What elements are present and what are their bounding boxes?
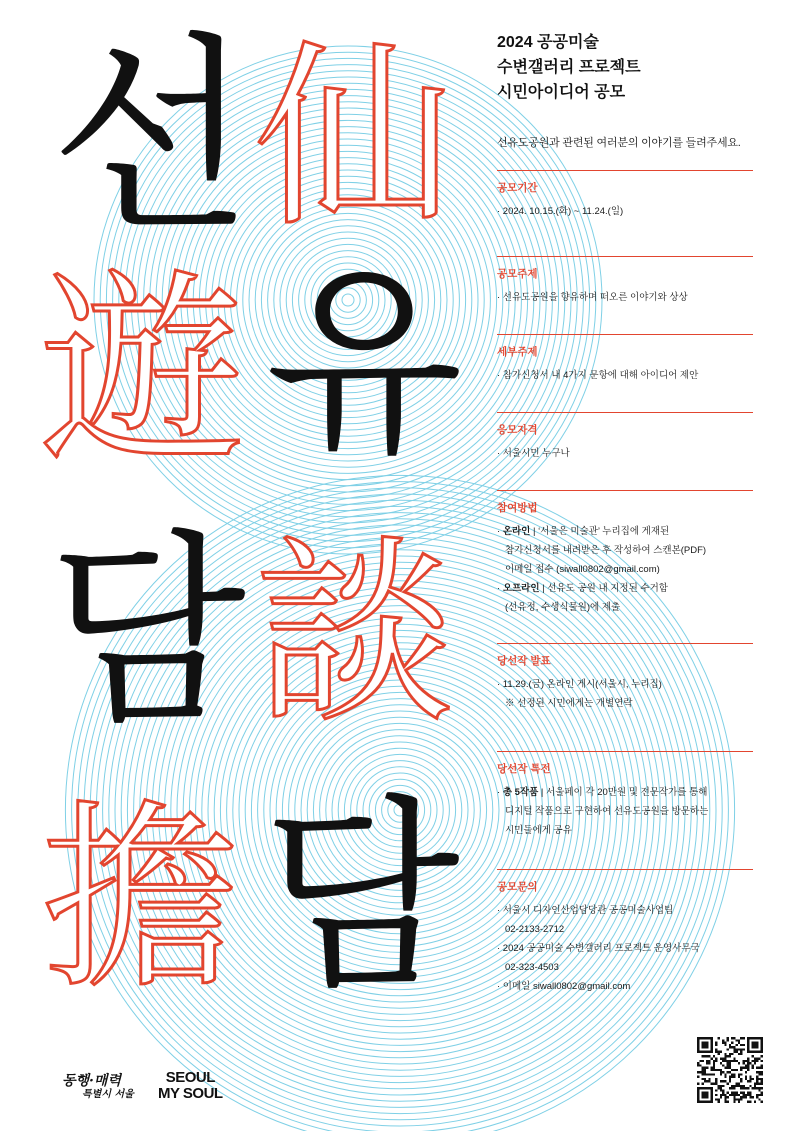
seoul-city-logo xyxy=(62,1074,134,1100)
section-line: · 11.29.(금) 온라인 게시(서울시, 누리집) xyxy=(497,679,662,690)
contact-phone-2: 02-323-4503 xyxy=(505,962,559,973)
section-method xyxy=(497,490,753,631)
section-heading: 세부주제 xyxy=(497,346,538,358)
offline-line-1: | 선유도 공원 내 지정된 수거함 xyxy=(542,583,668,594)
section-line: · 선유도공원을 향유하며 떠오른 이야기와 상상 xyxy=(497,292,688,303)
section-heading: 당선작 특전 xyxy=(497,763,551,775)
qr-finder xyxy=(752,1042,759,1049)
contact-line-1: · 서울시 디자인산업담당관 공공미술사업팀 xyxy=(497,905,674,916)
title-line-2: 수변갤러리 프로젝트 xyxy=(497,59,641,76)
hanja-seon: 仙 xyxy=(255,23,453,254)
big-char-dam2: 담 xyxy=(262,778,461,1016)
section-heading: 당선작 발표 xyxy=(497,655,551,667)
qr-finder xyxy=(702,1042,709,1049)
hanja-dam2: 擔 xyxy=(40,783,241,1016)
contact-phone-1: 02-2133-2712 xyxy=(505,924,565,935)
contact-line-3: · 2024 공공미술 수변갤러리 프로젝트 운영사무국 xyxy=(497,943,700,954)
qr-code[interactable] xyxy=(697,1037,763,1103)
section-line: · 참가신청서 내 4가지 문항에 대해 아이디어 제안 xyxy=(497,370,699,381)
soul-logo-line-1: SEOUL xyxy=(165,1069,215,1086)
benefit-label: 총 5작품 xyxy=(502,787,539,798)
offline-line-2: (선유정, 수생식물원)에 제출 xyxy=(505,602,621,613)
benefit-line-2: 디지털 작품으로 구현하여 선유도공원을 방문하는 xyxy=(505,806,709,817)
section-theme xyxy=(497,256,753,322)
online-label: 온라인 xyxy=(502,526,531,537)
section-contact xyxy=(497,869,753,996)
seoul-logo-line-2: 특별시 서울 xyxy=(82,1089,134,1100)
big-char-dam1: 담 xyxy=(48,513,247,751)
lead-text: 선유도공원과 관련된 여러분의 이야기를 들려주세요. xyxy=(497,137,741,149)
section-heading: 공모주제 xyxy=(497,268,538,280)
section-heading: 공모기간 xyxy=(497,182,538,194)
info-column xyxy=(497,30,753,996)
section-line: · 온라인 | ‘서울은 미술관’ 누리집에 게재된 xyxy=(497,526,670,537)
offline-label: 오프라인 xyxy=(502,583,540,594)
hanja-dam1: 談 xyxy=(255,518,456,751)
big-char-yu: 유 xyxy=(265,245,464,483)
seoul-logo-line-1: 동행·매력 xyxy=(62,1073,121,1089)
section-line: · 총 5작품 | 서울페이 각 20만원 및 전문작가를 통해 xyxy=(497,787,708,798)
seoul-my-soul-logo xyxy=(158,1070,223,1101)
hanja-yu: 遊 xyxy=(40,253,245,491)
benefit-line-1: | 서울페이 각 20만원 및 전문작가를 통해 xyxy=(540,787,708,798)
section-announcement xyxy=(497,643,753,739)
section-eligibility xyxy=(497,412,753,478)
section-note: ※ 선정된 시민에게는 개별연락 xyxy=(505,698,633,709)
section-line: · 2024. 10.15.(화) ~ 11.24.(일) xyxy=(497,206,624,217)
big-char-seon: 선 xyxy=(50,14,253,259)
online-line-1: | ‘서울은 미술관’ 누리집에 게재된 xyxy=(532,526,670,537)
online-line-2: 참가신청서를 내려받은 후 작성하여 스캔본(PDF) xyxy=(505,545,707,556)
section-benefit xyxy=(497,751,753,857)
section-heading: 참여방법 xyxy=(497,502,538,514)
section-subtheme xyxy=(497,334,753,400)
section-line: · 서울시민 누구나 xyxy=(497,448,570,459)
section-period xyxy=(497,170,753,244)
online-line-3: 이메일 접수 (siwall0802@gmail.com) xyxy=(505,564,660,575)
qr-finder xyxy=(702,1092,709,1099)
benefit-line-3: 시민들에게 공유 xyxy=(505,825,572,836)
soul-logo-line-2: MY SOUL xyxy=(158,1085,223,1102)
section-heading: 응모자격 xyxy=(497,424,538,436)
section-heading: 공모문의 xyxy=(497,881,538,893)
contact-email: · 이메일 siwall0802@gmail.com xyxy=(497,981,631,992)
title-line-1: 2024 공공미술 xyxy=(497,34,599,51)
section-line: · 오프라인 | 선유도 공원 내 지정된 수거함 xyxy=(497,583,668,594)
title-line-3: 시민아이디어 공모 xyxy=(497,84,626,101)
